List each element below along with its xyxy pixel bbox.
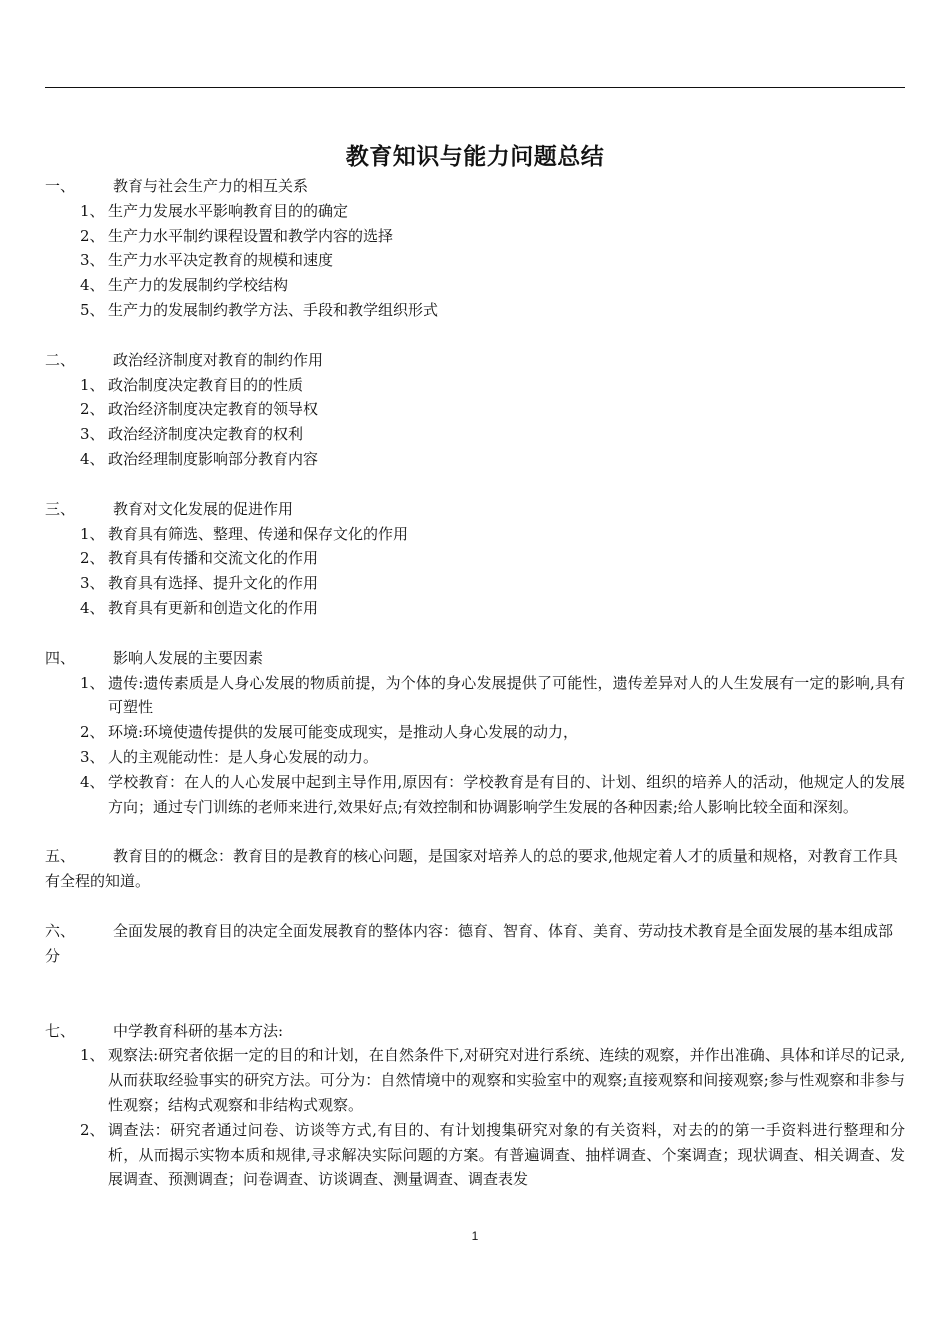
page-title: 教育知识与能力问题总结 (345, 143, 605, 170)
item-text: 生产力水平决定教育的规模和速度 (108, 251, 334, 270)
section-heading (45, 174, 905, 199)
list-item (45, 422, 905, 447)
list-item (45, 546, 905, 571)
list-item (45, 1043, 905, 1117)
section-number: 三、 (45, 499, 76, 518)
item-text: 生产力的发展制约学校结构 (108, 276, 289, 295)
item-text: 生产力发展水平影响教育目的的确定 (108, 201, 349, 220)
item-text: 政治经理制度影响部分教育内容 (108, 449, 319, 468)
item-number: 3、 (80, 747, 105, 766)
section-title: 教育与社会生产力的相互关系 (113, 177, 309, 195)
item-text: 调查法：研究者通过问卷、访谈等方式,有目的、有计划搜集研究对象的有关资料，对去的的第一手资料进行整理和分析，从而揭示实物本质和规律,寻求解决实际问题的方案。有普遍调查、抽样调查、个案调查；现状调查、相关调查、发展调查、预测调查；问卷调查、访谈调查、测量调查、调查表发 (108, 1120, 905, 1189)
list-item (45, 1118, 905, 1192)
list-item (45, 596, 905, 621)
item-number: 1、 (80, 375, 105, 394)
item-text: 观察法:研究者依据一定的目的和计划，在自然条件下,对研究对进行系统、连续的观察，并作出准确、具体和详尽的记录,从而获取经验事实的研究方法。可分为：自然情境中的观察和实验室中的观察;直接观察和间接观察;参与性观察和非参与性观察；结构式观察和非结构式观察。 (108, 1046, 905, 1114)
item-text: 遗传:遗传素质是人身心发展的物质前提，为个体的身心发展提供了可能性，遗传差异对人的人生发展有一定的影响,具有可塑性 (108, 673, 905, 717)
item-number: 1、 (80, 673, 105, 692)
section-heading (45, 497, 905, 522)
item-number: 3、 (80, 251, 105, 270)
list-item (45, 397, 905, 422)
document-body (45, 174, 905, 1217)
item-number: 1、 (80, 524, 105, 543)
section-1 (45, 174, 905, 323)
item-text: 生产力的发展制约教学方法、手段和教学组织形式 (108, 300, 439, 319)
section-number: 四、 (45, 648, 76, 667)
list-item (45, 720, 905, 745)
item-list (45, 522, 905, 621)
section-title: 政治经济制度对教育的制约作用 (113, 350, 324, 369)
page-number: 1 (471, 1229, 479, 1243)
item-list (45, 671, 905, 820)
list-item (45, 273, 905, 298)
list-item (45, 522, 905, 547)
list-item (45, 373, 905, 398)
section-6 (45, 919, 905, 969)
item-number: 5、 (80, 300, 105, 319)
item-text: 政治经济制度决定教育的领导权 (108, 400, 319, 419)
list-item (45, 298, 905, 323)
section-number: 七、 (45, 1021, 76, 1040)
item-text: 教育具有更新和创造文化的作用 (108, 598, 319, 617)
item-text: 人的主观能动性：是人身心发展的动力。 (108, 747, 379, 766)
item-text: 教育具有选择、提升文化的作用 (108, 574, 319, 593)
section-4 (45, 646, 905, 820)
list-item (45, 671, 905, 721)
section-title: 中学教育科研的基本方法: (113, 1021, 284, 1040)
section-heading (45, 646, 905, 671)
item-number: 3、 (80, 574, 105, 593)
section-heading (45, 348, 905, 373)
header-rule (45, 87, 905, 88)
item-list (45, 373, 905, 472)
section-paragraph (45, 919, 905, 969)
section-7 (45, 1019, 905, 1193)
item-number: 2、 (80, 226, 105, 245)
item-number: 4、 (80, 598, 105, 617)
list-item (45, 224, 905, 249)
item-text: 教育具有筛选、整理、传递和保存文化的作用 (108, 524, 409, 543)
list-item (45, 745, 905, 770)
item-number: 1、 (80, 201, 105, 220)
item-list (45, 199, 905, 323)
section-number: 六、 (45, 921, 76, 940)
section-paragraph (45, 844, 905, 894)
item-text: 环境:环境使遗传提供的发展可能变成现实，是推动人身心发展的动力， (108, 723, 579, 742)
item-number: 4、 (80, 772, 105, 791)
item-number: 3、 (80, 425, 105, 444)
section-title: 教育对文化发展的促进作用 (113, 499, 294, 518)
section-title: 影响人发展的主要因素 (113, 648, 264, 667)
item-number: 1、 (80, 1046, 105, 1065)
section-2 (45, 348, 905, 472)
item-text: 政治制度决定教育目的的性质 (108, 375, 304, 394)
section-3 (45, 497, 905, 621)
item-text: 学校教育：在人的人心发展中起到主导作用,原因有：学校教育是有目的、计划、组织的培养人的活动，他规定人的发展方向；通过专门训练的老师来进行,效果好点;有效控制和协调影响学生发展的各种因素;给人影响比较全面和深刻。 (108, 772, 905, 816)
paragraph-text: 全面发展的教育目的决定全面发展教育的整体内容：德育、智育、体育、美育、劳动技术教育是全面发展的基本组成部分 (45, 921, 894, 965)
item-number: 2、 (80, 549, 105, 568)
list-item (45, 199, 905, 224)
item-text: 生产力水平制约课程设置和教学内容的选择 (108, 226, 394, 245)
item-number: 2、 (80, 723, 105, 742)
list-item (45, 571, 905, 596)
item-number: 4、 (80, 449, 105, 468)
item-number: 4、 (80, 276, 105, 295)
section-number: 二、 (45, 350, 76, 369)
paragraph-text: 教育目的的概念：教育目的是教育的核心问题，是国家对培养人的总的要求,他规定着人才的质量和规格，对教育工作具有全程的知道。 (45, 847, 898, 891)
item-number: 2、 (80, 1120, 105, 1139)
item-text: 教育具有传播和交流文化的作用 (108, 549, 319, 568)
list-item (45, 447, 905, 472)
section-number: 五、 (45, 847, 76, 866)
item-text: 政治经济制度决定教育的权利 (108, 425, 304, 444)
section-number: 一、 (45, 177, 76, 195)
list-item (45, 770, 905, 820)
item-number: 2、 (80, 400, 105, 419)
item-list (45, 1043, 905, 1192)
section-5 (45, 844, 905, 894)
list-item (45, 248, 905, 273)
section-heading (45, 1019, 905, 1044)
